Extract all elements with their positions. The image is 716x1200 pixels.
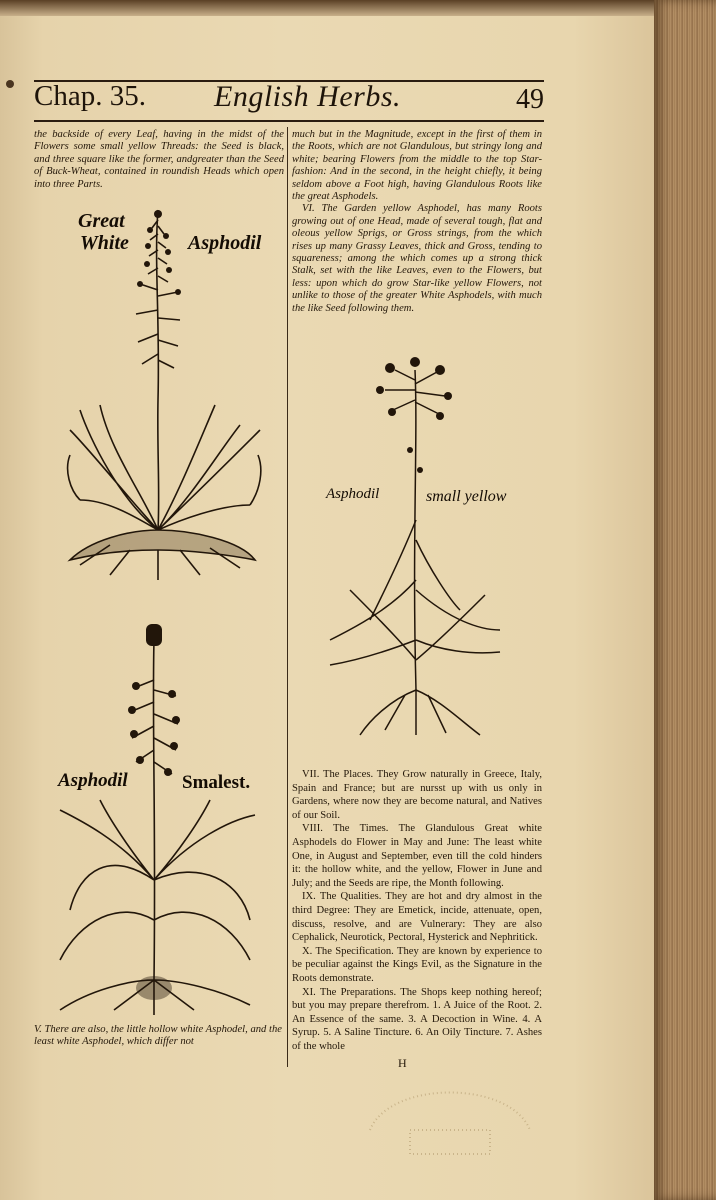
library-perforation-stamp <box>350 1060 550 1170</box>
great-white-asphodil-illustration <box>50 200 275 605</box>
running-header <box>34 80 544 122</box>
label-asphodil-yellow: Asphodil <box>326 486 380 502</box>
label-asphodil-great: Asphodil <box>188 232 262 254</box>
paragraph-preparations: XI. The Preparations. The Shops keep nothing hereof; but you may prepare therefrom. 1. A Juice of the Root. 2. An Essence of the same. 3. A Decoction in Wine. 4. A Syrup. 5. A Saline Tincture. 6. An Oily Tincture. 7. Ashes of the whole <box>292 986 542 1052</box>
label-asphodil-smalest: Asphodil <box>58 770 128 791</box>
paragraph-vi: VI. The Garden yellow Asphodel, has many Roots growing out of one Head, made of several tough, flat and oleous yellow Sprigs, or Gross strings, from the which rises up many Grassy Leaves, thick and Gross, tending to squareness; among the which comes up a strong thick Stalk, set with the like Leaves, even to the Flowers, but less: upon which do grow Star-like yellow Flowers, not unlike to those of the greater White Asphodels, with much the like Seed following them. <box>292 203 542 314</box>
page-edges <box>654 0 716 1200</box>
header-bottom-rule <box>34 120 544 122</box>
chapter-number: Chap. 35. <box>34 80 146 112</box>
label-great: Great <box>78 210 125 232</box>
paragraph-qualities: IX. The Qualities. They are hot and dry almost in the third Degree: They are Emetick, incide, attenuate, open, discuss, resolve, and are Vulnerary: They are also Cephalick, Neurotick, Pectoral, Hysterick and Nephritick. <box>292 891 542 944</box>
paragraph-places: VII. The Places. They Grow naturally in Greece, Italy, Spain and France; but are nursst up with us only in Gardens, where now they are become natural, and Natives of our Soil. <box>292 769 542 821</box>
paragraph-specification: X. The Specification. They are known by experience to be peculiar against the Kings Evil, as the Signature in the Roots demonstrate. <box>292 945 542 984</box>
page-top-shadow <box>0 0 716 16</box>
left-bottom-paragraph: V. There are also, the little hollow white Asphodel, and the least white Asphodel, which differ not <box>34 1024 282 1048</box>
asphodil-small-yellow-illustration <box>310 340 510 750</box>
running-title: English Herbs. <box>214 80 401 113</box>
label-small-yellow: small yellow <box>426 488 507 505</box>
right-bottom-text <box>292 768 542 1053</box>
asphodil-smalest-illustration <box>50 620 275 1020</box>
label-white: White <box>80 232 129 254</box>
column-divider <box>287 127 288 1067</box>
signature-mark: H <box>398 1056 407 1070</box>
left-top-paragraph: the backside of every Leaf, having in the midst of the Flowers some small yellow Threads: the Seed is black, and three square like the former, andgreater than the Seed of Buck-Wheat, contained in roundish Heads which open into three Parts. <box>34 129 284 190</box>
paragraph: much but in the Magnitude, except in the first of them in the Roots, which are not Glandulous, but stringy long and white; bearing Flowers from the middle to the top Star-fashion: And in the second, in the height chiefly, it being seldom above a Foot high, having Glandulous Roots like the great Asphodels. <box>292 129 542 203</box>
paragraph-times: VIII. The Times. The Glandulous Great white Asphodels do Flower in May and June: The least white One, in August and September, even till the cold hinders it: the hollow white, and the yellow, Flower in June and July; and the Seeds are ripe, the Month following. <box>292 823 542 889</box>
binding-hole <box>6 80 14 88</box>
right-top-text <box>292 129 542 315</box>
page-number: 49 <box>516 84 544 115</box>
label-smalest: Smalest. <box>182 772 251 793</box>
